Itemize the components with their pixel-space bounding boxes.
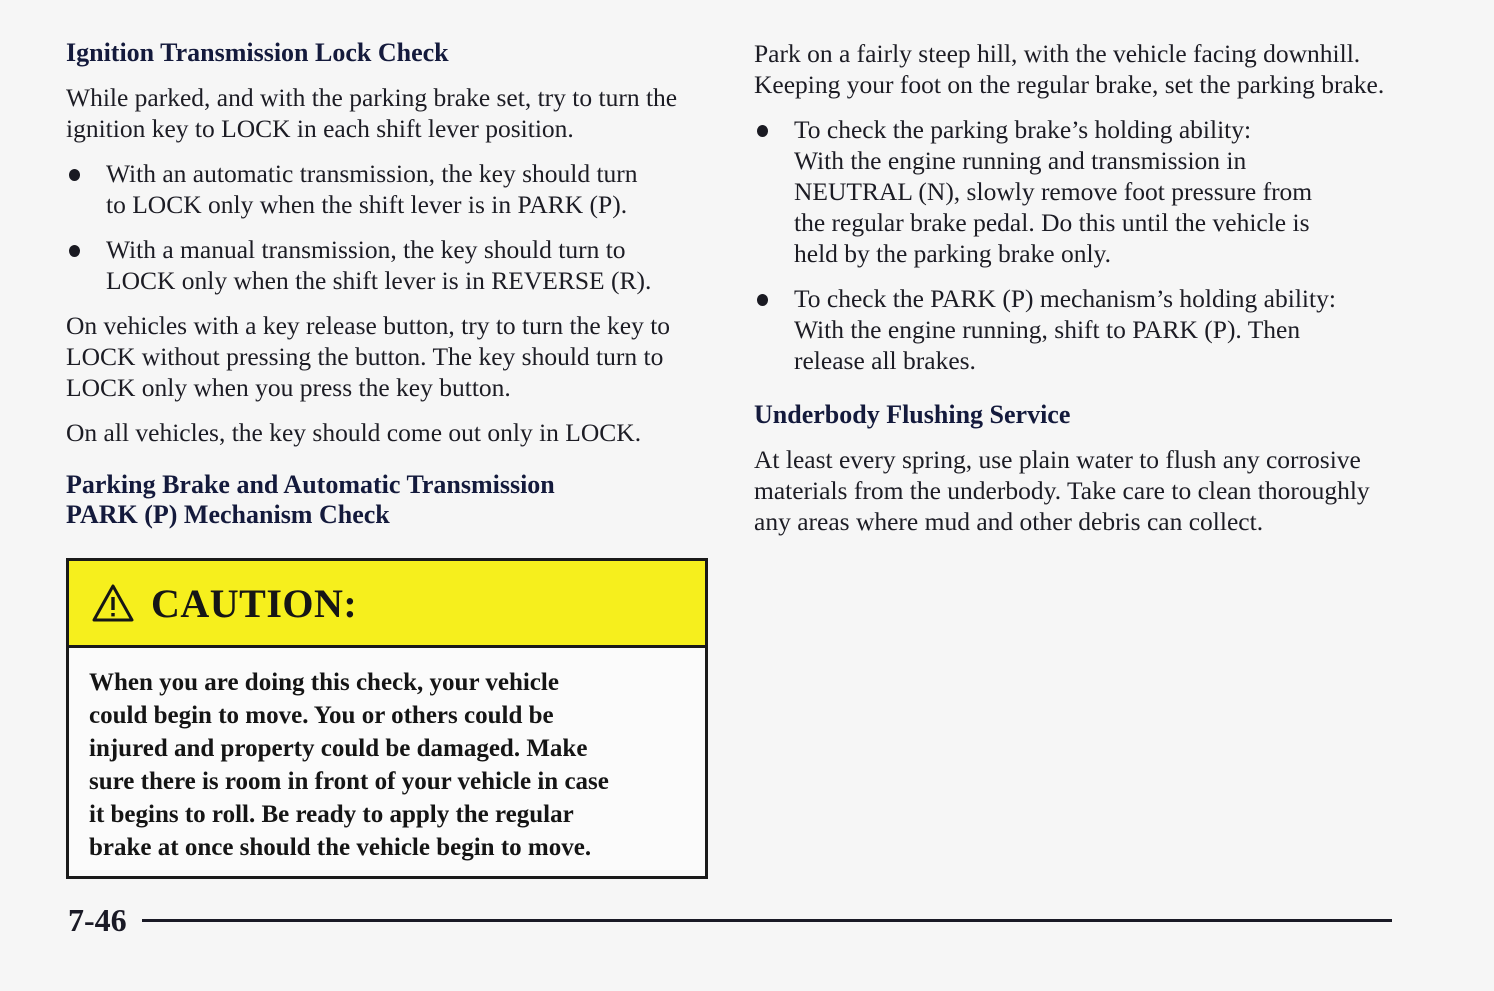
bullet-text: To check the parking brake’s holding ability: [794, 115, 1252, 144]
list-item [754, 114, 1399, 269]
bullet-text: With an automatic transmission, the key should turn [106, 159, 638, 188]
hill-paragraph: Park on a fairly steep hill, with the vehicle facing downhill. Keeping your foot on the regular brake, set the parking brake. [754, 39, 1385, 99]
caution-title: CAUTION: [151, 580, 358, 626]
bullet-text: to LOCK only when the shift lever is in PARK (P). [106, 190, 628, 219]
underbody-paragraph: At least every spring, use plain water to flush any corrosive materials from the underbody. Take care to clean thoroughly any areas where mud and other debris can collect. [754, 445, 1370, 536]
bullet-text: To check the PARK (P) mechanism’s holding ability: [794, 284, 1336, 313]
bullet-text: With the engine running, shift to PARK (P). Then [794, 315, 1301, 344]
bullet-text: With a manual transmission, the key should turn to [106, 235, 626, 264]
page-footer [68, 898, 1392, 942]
bullet-text: With the engine running and transmission in [794, 146, 1247, 175]
caution-line: could begin to move. You or others could be [89, 702, 554, 729]
left-column [66, 38, 706, 879]
warning-triangle-icon [91, 583, 135, 623]
caution-text [69, 648, 705, 876]
parking-brake-heading-line: Parking Brake and Automatic Transmission [66, 470, 555, 499]
bullet-icon [757, 294, 768, 306]
brake-check-bullet-list [754, 114, 1399, 376]
footer-divider [142, 919, 1392, 922]
parking-brake-heading [66, 470, 706, 530]
ignition-lock-heading: Ignition Transmission Lock Check [66, 38, 449, 67]
parking-brake-heading-line: PARK (P) Mechanism Check [66, 500, 390, 529]
bullet-text: the regular brake pedal. Do this until the vehicle is [794, 208, 1310, 237]
ignition-intro-paragraph: While parked, and with the parking brake set, try to turn the ignition key to LOCK in each shift lever position. [66, 83, 678, 143]
ignition-bullet-list [66, 158, 706, 296]
bullet-icon [757, 125, 768, 137]
list-item [754, 283, 1399, 376]
caution-line: sure there is room in front of your vehicle in case [89, 768, 609, 795]
caution-line: injured and property could be damaged. Make [89, 735, 588, 762]
caution-line: it begins to roll. Be ready to apply the regular [89, 801, 574, 828]
bullet-icon [69, 245, 80, 257]
caution-line: When you are doing this check, your vehicle [89, 669, 559, 696]
bullet-text: NEUTRAL (N), slowly remove foot pressure from [794, 177, 1313, 206]
right-column [754, 38, 1399, 551]
bullet-text: held by the parking brake only. [794, 239, 1112, 268]
underbody-heading: Underbody Flushing Service [754, 400, 1071, 429]
all-vehicles-paragraph: On all vehicles, the key should come out only in LOCK. [66, 418, 642, 447]
key-release-paragraph: On vehicles with a key release button, try to turn the key to LOCK without pressing the button. The key should turn to LOCK only when you press the key button. [66, 311, 671, 402]
bullet-icon [69, 169, 80, 181]
list-item [66, 234, 706, 296]
bullet-text: release all brakes. [794, 346, 976, 375]
caution-box [66, 558, 708, 879]
list-item [66, 158, 706, 220]
caution-line: brake at once should the vehicle begin to move. [89, 834, 592, 861]
caution-header [69, 561, 705, 648]
page-number: 7-46 [68, 902, 127, 938]
bullet-text: LOCK only when the shift lever is in REVERSE (R). [106, 266, 652, 295]
